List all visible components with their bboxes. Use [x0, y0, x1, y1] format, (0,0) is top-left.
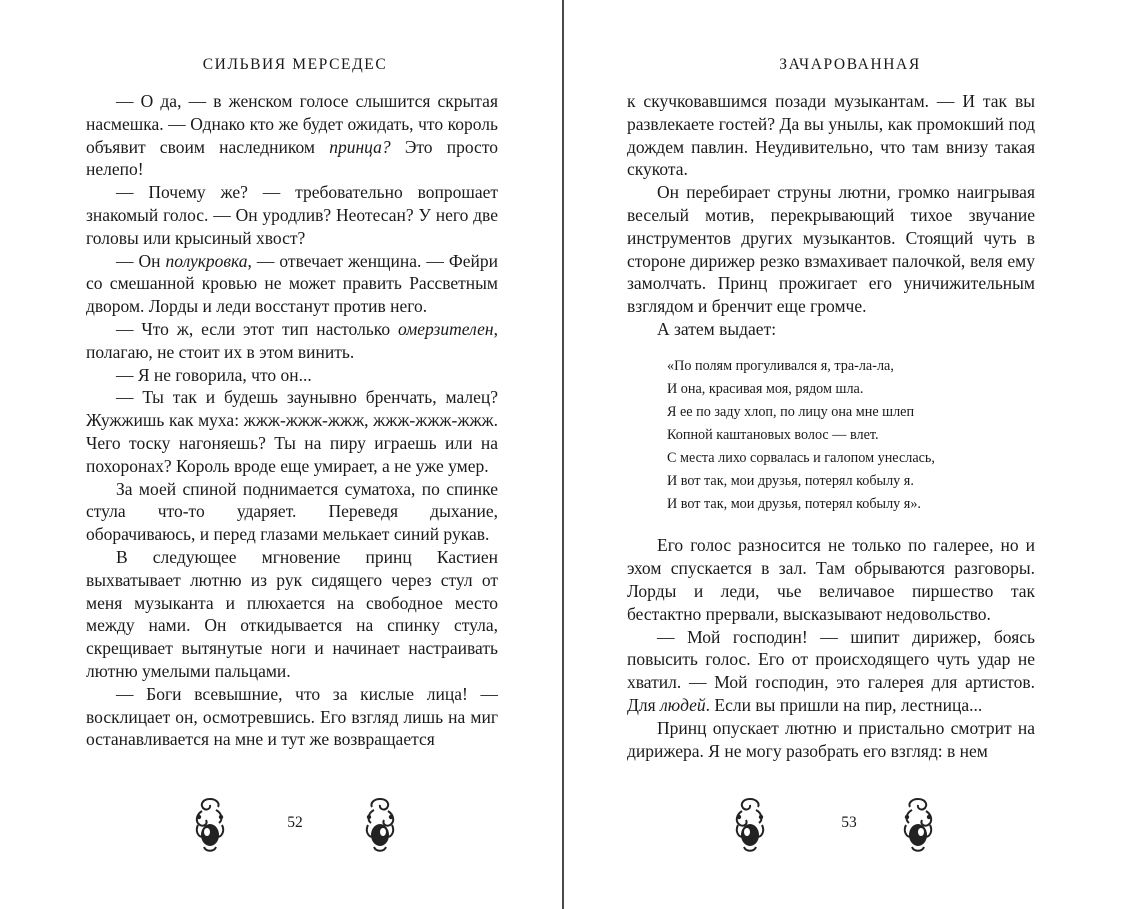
- paragraph: [86, 90, 498, 181]
- text-run: — Он: [116, 250, 166, 271]
- page-number: 53: [841, 814, 857, 831]
- left-page-body: [86, 90, 498, 751]
- text-run: . Если вы пришли на пир, лестница...: [705, 695, 983, 715]
- right-page: [564, 0, 1126, 909]
- paragraph: [627, 717, 1035, 763]
- paragraph: [86, 478, 498, 546]
- text-run: За моей спиной поднимается суматоха, по спинке стула что-то ударяет. Переведя дыхание, оборачиваюсь, и перед глазами мелькает синий рукав.: [86, 478, 498, 545]
- right-page-body: [627, 90, 1035, 762]
- page-number: 52: [287, 814, 303, 831]
- paragraph: [86, 546, 498, 683]
- left-page: [0, 0, 562, 909]
- paragraph: [86, 250, 498, 318]
- paragraph: [627, 626, 1035, 717]
- text-run: — Мой господин! — шипит дирижер, боясь повысить голос. Его от происходящего чуть удар не хватил. — Мой господин, это галерея для артистов. Для: [627, 626, 1035, 715]
- text-run: — О да, — в женском голосе слышится скрытая насмешка. — Однако кто же будет ожидать, что король объявит своим наследником: [86, 91, 498, 157]
- verse-line: И вот так, мои друзья, потерял кобылу я».: [667, 496, 921, 513]
- paragraph: [86, 683, 498, 751]
- paragraph: [627, 534, 1035, 625]
- verse-line: «По полям прогуливался я, тра-ла-ла,: [667, 357, 894, 374]
- text-run: Его голос разносится не только по галерее, но и эхом спускается в зал. Там обрываются разговоры. Лорды и леди, чье величавое пиршество так бестактно прервали, высказывают недовольство.: [627, 535, 1035, 624]
- text-run: А затем выдает:: [657, 318, 777, 339]
- paragraph: [627, 90, 1035, 181]
- paragraph: [86, 181, 498, 249]
- running-head-title: ЗАЧАРОВАННАЯ: [779, 56, 921, 73]
- text-run: , — отвечает женщина. — Фейри со смешанной кровью не может править Рассветным двором. Лорды и леди восстанут против него.: [86, 250, 498, 317]
- verse-line: Копной каштановых волос — влет.: [667, 427, 879, 444]
- verse-line: И вот так, мои друзья, потерял кобылу я.: [667, 473, 914, 490]
- text-run: Он перебирает струны лютни, громко наигрывая веселый мотив, перекрывающий тихое звучание инструментов других музыкантов. Стоящий чуть в стороне дирижер резко взмахивает палочкой, веля ему замолчать. Принц прожигает его уничижительным взглядом и бренчит еще громче.: [627, 182, 1035, 317]
- text-run: В следующее мгновение принц Кастиен выхватывает лютню из рук сидящего через стул от меня музыканта и плюхается на свободное место между нами. Он откидывается на спинку стула, скрещивает вытянутые ноги и начинает настраивать лютню умелыми пальцами.: [86, 546, 498, 681]
- paragraph: [627, 318, 1035, 341]
- text-run: Это просто нелепо!: [86, 136, 498, 180]
- verse-line: С места лихо сорвалась и галопом унеслась,: [667, 450, 935, 467]
- paragraph: [86, 318, 498, 364]
- text-run: — Что ж, если этот тип настолько: [116, 318, 399, 339]
- text-run: — Ты так и будешь заунывно бренчать, малец? Жужжишь как муха: жжж-жжж-жжж, жжж-жжж-жжж. Чего тоску нагоняешь? Ты на пиру играешь или на похоронах? Король вроде еще умирает, а не уже умер.: [86, 387, 498, 476]
- text-run: Принц опускает лютню и пристально смотрит на дирижера. Я не могу разобрать его взгляд: в нем: [627, 717, 1035, 761]
- italic-text: принца?: [329, 136, 391, 157]
- italic-text: людей: [660, 695, 706, 715]
- song-verse: [667, 355, 1035, 517]
- flourish-ornament-icon: [898, 795, 938, 857]
- italic-text: омерзителен: [398, 318, 494, 339]
- paragraph: [86, 386, 498, 477]
- paragraph: [627, 181, 1035, 318]
- right-page-paragraphs-after: [627, 534, 1035, 762]
- text-run: — Боги всевышние, что за кислые лица! — восклицает он, осмотревшись. Его взгляд лишь на миг останавливается на мне и тут же возвращается: [86, 683, 498, 750]
- flourish-ornament-icon: [360, 795, 400, 857]
- text-run: к скучковавшимся позади музыкантам. — И так вы развлекаете гостей? Да вы унылы, как промокший под дождем павлин. Неудивительно, что там внизу такая скукота.: [627, 91, 1035, 180]
- verse-line: Я ее по заду хлоп, по лицу она мне шлеп: [667, 403, 915, 420]
- text-run: , полагаю, не стоит их в этом винить.: [86, 318, 498, 362]
- text-run: — Я не говорила, что он...: [116, 364, 312, 385]
- verse-line: И она, красивая моя, рядом шла.: [667, 380, 864, 397]
- text-run: — Почему же? — требовательно вопрошает знакомый голос. — Он уродлив? Неотесан? У него две головы или крысиный хвост?: [86, 182, 498, 248]
- italic-text: полукровка: [165, 250, 248, 271]
- running-head-author: СИЛЬВИЯ МЕРСЕДЕС: [202, 56, 388, 73]
- right-page-paragraphs-before: [627, 90, 1035, 341]
- paragraph: [86, 364, 498, 387]
